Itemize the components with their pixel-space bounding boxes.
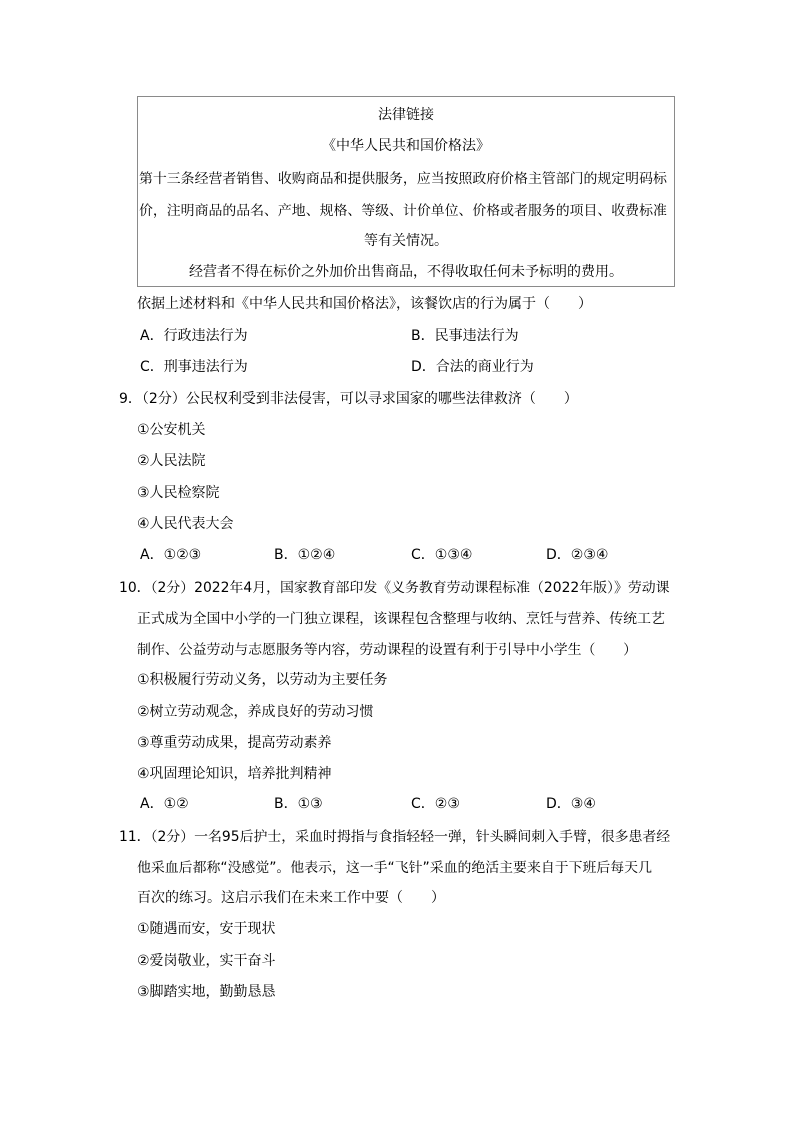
q9-option-a: A．①②③ (140, 547, 202, 563)
q9-stem: 9．（2分）公民权利受到非法侵害，可以寻求国家的哪些法律救济（ ） (119, 391, 578, 407)
q10-item-2: ②树立劳动观念，养成良好的劳动习惯 (137, 704, 374, 720)
q10-option-a: A．①② (140, 796, 189, 812)
q11-item-1: ①随遇而安，安于现状 (137, 921, 276, 937)
q9-item-1: ①公安机关 (137, 422, 206, 438)
q11-item-2: ②爱岗敬业，实干奋斗 (137, 953, 276, 969)
law-article-line-2: 价，注明商品的品名、产地、规格、等级、计价单位、价格或者服务的项目、收费标准 (139, 203, 667, 219)
q9-item-3: ③人民检察院 (137, 485, 220, 501)
q11-stem-line-2: 他采血后都称“没感觉”。他表示，这一手“飞针”采血的绝活主要来自于下班后每天几 (137, 860, 652, 876)
q10-item-4: ④巩固理论知识，培养批判精神 (137, 766, 332, 782)
q10-stem-line-1: 10．（2分）2022年4月，国家教育部印发《义务教育劳动课程标准（2022年版）》劳动课 (119, 580, 670, 596)
q11-item-3: ③脚踏实地，勤勤恳恳 (137, 984, 276, 1000)
q8-option-a: A．行政违法行为 (140, 328, 248, 344)
q11-stem-line-3: 百次的练习。这启示我们在未来工作中要（ ） (137, 890, 445, 906)
q9-option-c: C．①③④ (411, 547, 473, 563)
q8-option-b: B．民事违法行为 (411, 328, 519, 344)
q11-stem-line-1: 11．（2分）一名95后护士，采血时拇指与食指轻轻一弹，针头瞬间刺入手臂，很多患者经 (119, 829, 671, 845)
law-title: 《中华人民共和国价格法》 (322, 138, 490, 154)
law-article-line-1: 第十三条经营者销售、收购商品和提供服务，应当按照政府价格主管部门的规定明码标 (139, 171, 667, 187)
q9-item-2: ②人民法院 (137, 453, 206, 469)
q10-item-3: ③尊重劳动成果，提高劳动素养 (137, 735, 332, 751)
q10-item-1: ①积极履行劳动义务，以劳动为主要任务 (137, 672, 388, 688)
q8-option-c: C．刑事违法行为 (140, 359, 248, 375)
q8-option-d: D．合法的商业行为 (411, 359, 534, 375)
law-box (137, 96, 675, 287)
q8-stem: 依据上述材料和《中华人民共和国价格法》，该餐饮店的行为属于（ ） (137, 296, 592, 312)
q10-option-b: B．①③ (274, 796, 323, 812)
q10-option-d: D．③④ (546, 796, 596, 812)
q10-option-c: C．②③ (411, 796, 460, 812)
law-article-line-3: 等有关情况。 (364, 233, 448, 249)
q9-item-4: ④人民代表大会 (137, 516, 234, 532)
law-box-heading: 法律链接 (378, 107, 434, 123)
q10-stem-line-3: 制作、公益劳动与志愿服务等内容，劳动课程的设置有利于引导中小学生（ ） (137, 642, 638, 658)
law-clause-2: 经营者不得在标价之外加价出售商品，不得收取任何未予标明的费用。 (189, 264, 623, 280)
q9-option-d: D．②③④ (546, 547, 609, 563)
q9-option-b: B．①②④ (274, 547, 336, 563)
q10-stem-line-2: 正式成为全国中小学的一门独立课程，该课程包含整理与收纳、烹饪与营养、传统工艺 (137, 611, 665, 627)
